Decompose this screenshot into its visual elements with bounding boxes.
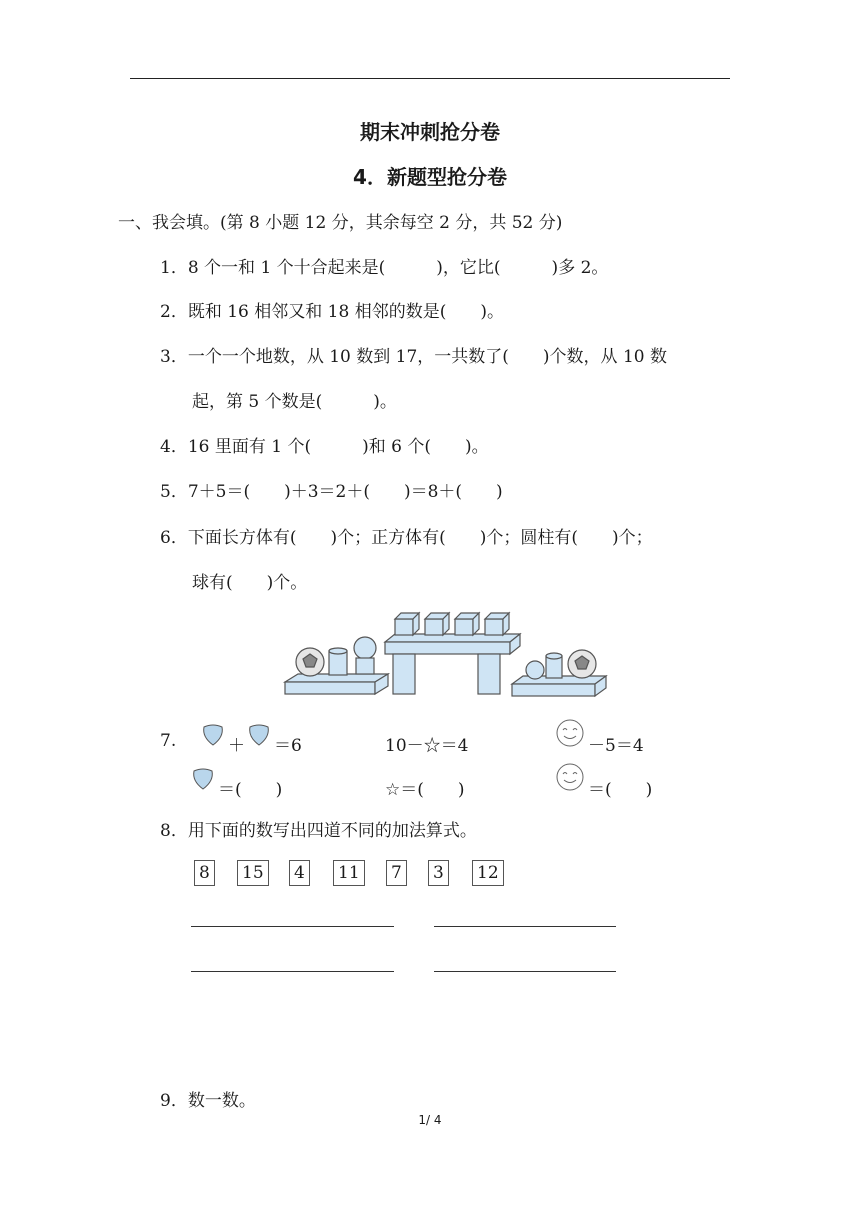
q7-answer1: ＝( ): [218, 780, 283, 800]
question-4: 4．16 里面有 1 个( )和 6 个( )。: [160, 437, 489, 457]
answer-line[interactable]: [434, 926, 616, 927]
question-6-line2: 球有( )个。: [192, 573, 308, 593]
answer-line[interactable]: [191, 971, 394, 972]
number-card: 12: [472, 860, 504, 886]
number-card: 3: [428, 860, 449, 886]
question-6-line1: 6．下面长方体有( )个；正方体有( )个；圆柱有( )个；: [160, 528, 653, 548]
q7-eq1-result: ＝6: [274, 736, 302, 756]
shapes-illustration: [280, 606, 610, 702]
number-card: 7: [386, 860, 407, 886]
number-card: 11: [333, 860, 365, 886]
number-card: 4: [289, 860, 310, 886]
page-number: 1/ 4: [418, 1113, 442, 1127]
exam-subtitle: 4．新题型抢分卷: [353, 165, 507, 189]
strawberry-icon: [246, 721, 272, 747]
question-2: 2．既和 16 相邻又和 18 相邻的数是( )。: [160, 302, 504, 322]
q7-eq3: －5＝4: [588, 736, 644, 756]
smiley-face-icon: [555, 718, 585, 748]
strawberry-icon: [190, 765, 216, 791]
exam-title: 期末冲刺抢分卷: [360, 120, 500, 144]
top-rule: [130, 78, 730, 79]
q7-eq2: 10－☆＝4: [385, 736, 469, 756]
question-8: 8．用下面的数写出四道不同的加法算式。: [160, 821, 477, 841]
number-card: 8: [194, 860, 215, 886]
question-1: 1．8 个一和 1 个十合起来是( )，它比( )多 2。: [160, 258, 609, 278]
question-3-line2: 起，第 5 个数是( )。: [192, 392, 397, 412]
smiley-face-icon: [555, 762, 585, 792]
q7-plus: ＋: [228, 736, 245, 756]
question-5: 5．7＋5＝( )＋3＝2＋( )＝8＋( ): [160, 482, 503, 502]
answer-line[interactable]: [434, 971, 616, 972]
question-3-line1: 3．一个一个地数，从 10 数到 17，一共数了( )个数，从 10 数: [160, 347, 667, 367]
q7-answer2: ☆＝( ): [385, 780, 465, 800]
answer-line[interactable]: [191, 926, 394, 927]
q7-answer3: ＝( ): [588, 780, 653, 800]
question-7-number: 7.: [160, 731, 177, 751]
section-heading: 一、我会填。(第 8 小题 12 分，其余每空 2 分，共 52 分): [118, 213, 563, 233]
number-card: 15: [237, 860, 269, 886]
strawberry-icon: [200, 721, 226, 747]
question-9: 9．数一数。: [160, 1091, 256, 1111]
